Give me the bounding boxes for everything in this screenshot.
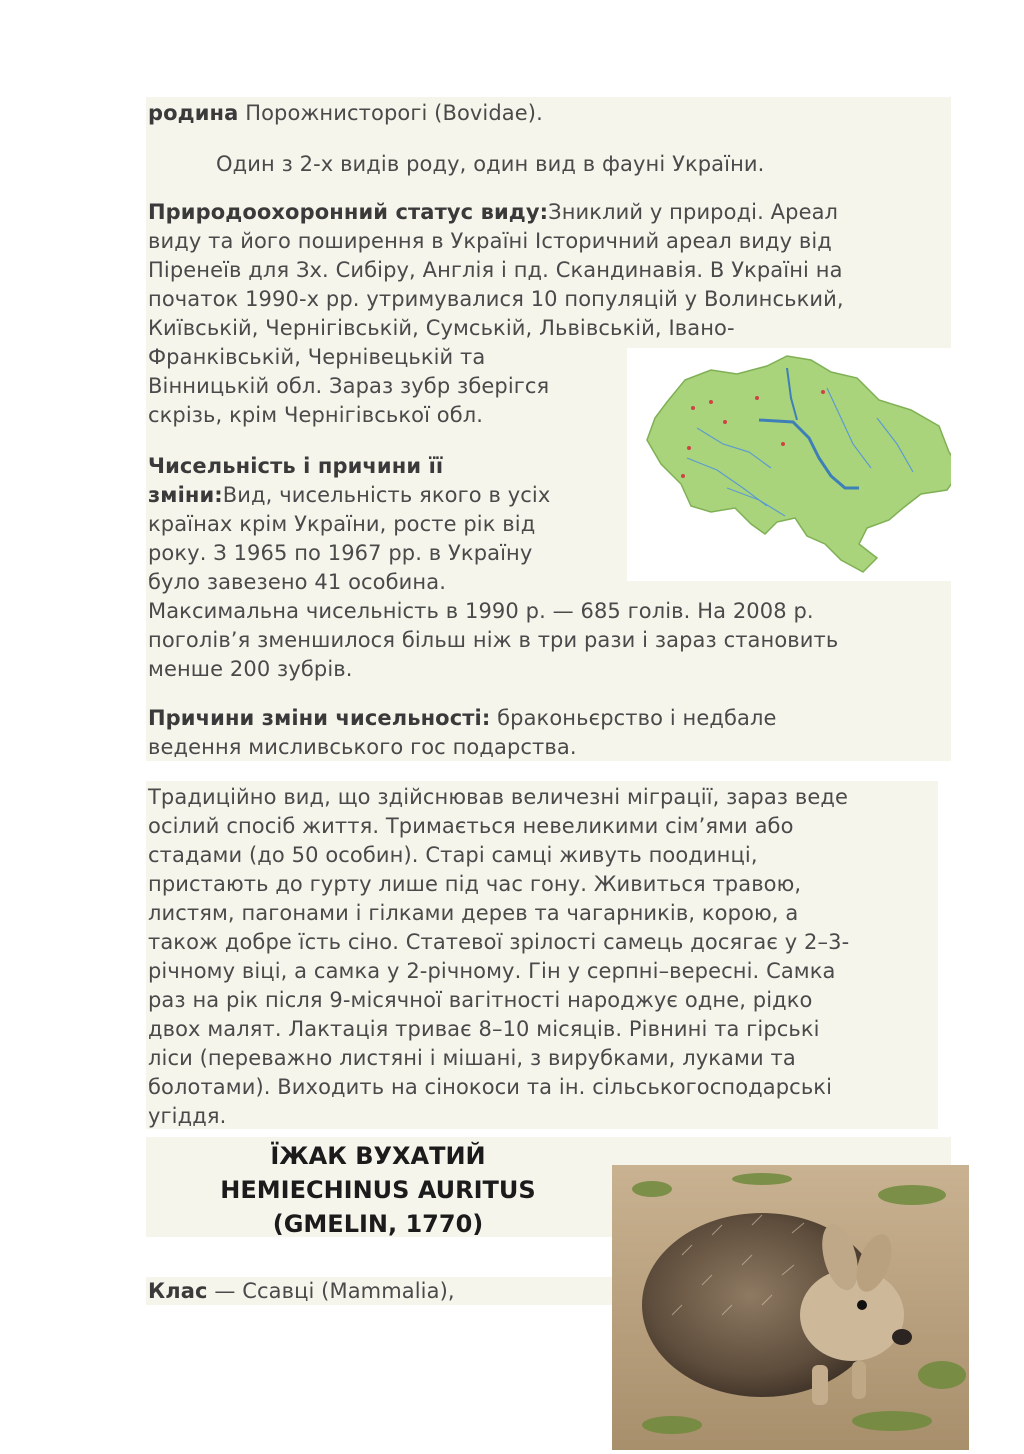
- population-section: Чисельність і причини її зміни:Вид, чисельність якого в усіх країнах крім України, росте рік від року. З 1965 по 1967 рр. в Україну було завезено 41 особина. Максимальна чисельність в 1990 р. — 685 голів. На 2008 р. поголів’я зменшилося більш ніж в три рази і зараз становить менше 200 зубрів.: [148, 454, 839, 681]
- conservation-status-label: Природоохоронний статус виду:: [148, 200, 549, 224]
- ukraine-range-map: [627, 348, 951, 580]
- species-heading: ЇЖАК ВУХАТИЙ HEMIECHINUS AURITUS (GMELIN, 1770): [220, 1142, 536, 1238]
- decline-causes: Причини зміни чисельності: браконьєрство і недбале ведення мисливського гос подарства.: [148, 706, 777, 759]
- species-count: Один з 2-х видів роду, один вид в фауні України.: [216, 152, 765, 176]
- decline-causes-label: Причини зміни чисельності:: [148, 706, 491, 730]
- population-label: Чисельність і причини її: [148, 454, 444, 478]
- long-eared-hedgehog-image: [612, 1165, 969, 1450]
- hedgehog-photo: [612, 1165, 969, 1450]
- map-of-ukraine-image: [627, 348, 951, 580]
- class-line: Клас — Ссавці (Mammalia),: [148, 1279, 455, 1303]
- biology-paragraph: Традиційно вид, що здійснював величезні міграції, зараз веде осілий спосіб життя. Тримається невеликими сім’ями або стадами (до 50 особин). Старі самці живуть поодинці, пристають до гурту лише під час гону. Живиться травою, листям, пагонами і гілками дерев та чагарників, корою, а також добре їсть сіно. Статевої зрілості самець досягає у 2–3- річному віці, а самка у 2-річному. Гін у серпні–вересні. Самка раз на рік після 9-місячної вагітності народжує одне, рідко двох малят. Лактація триває 8–10 місяців. Рівнині та гірські ліси (переважно листяні і мішані, з вирубками, луками та болотами). Виходить на сінокоси та ін. сільськогосподарські угіддя.: [148, 785, 850, 1128]
- family-line: родина Порожнисторогі (Bovidae).: [148, 101, 543, 125]
- conservation-status: Природоохоронний статус виду:Зниклий у природі. Ареал виду та його поширення в Україні Історичний ареал виду від Піренеїв для Зх. Сибіру, Англія і пд. Скандинавія. В Україні на початок 1990-х рр. утримувалися 10 популяцій у Волинський, Київській, Чернігівській, Сумській, Львівській, Івано- Франківській, Чернівецькій та Вінницькій обл. Зараз зубр зберігся скрізь, крім Чернігівської обл.: [148, 200, 844, 427]
